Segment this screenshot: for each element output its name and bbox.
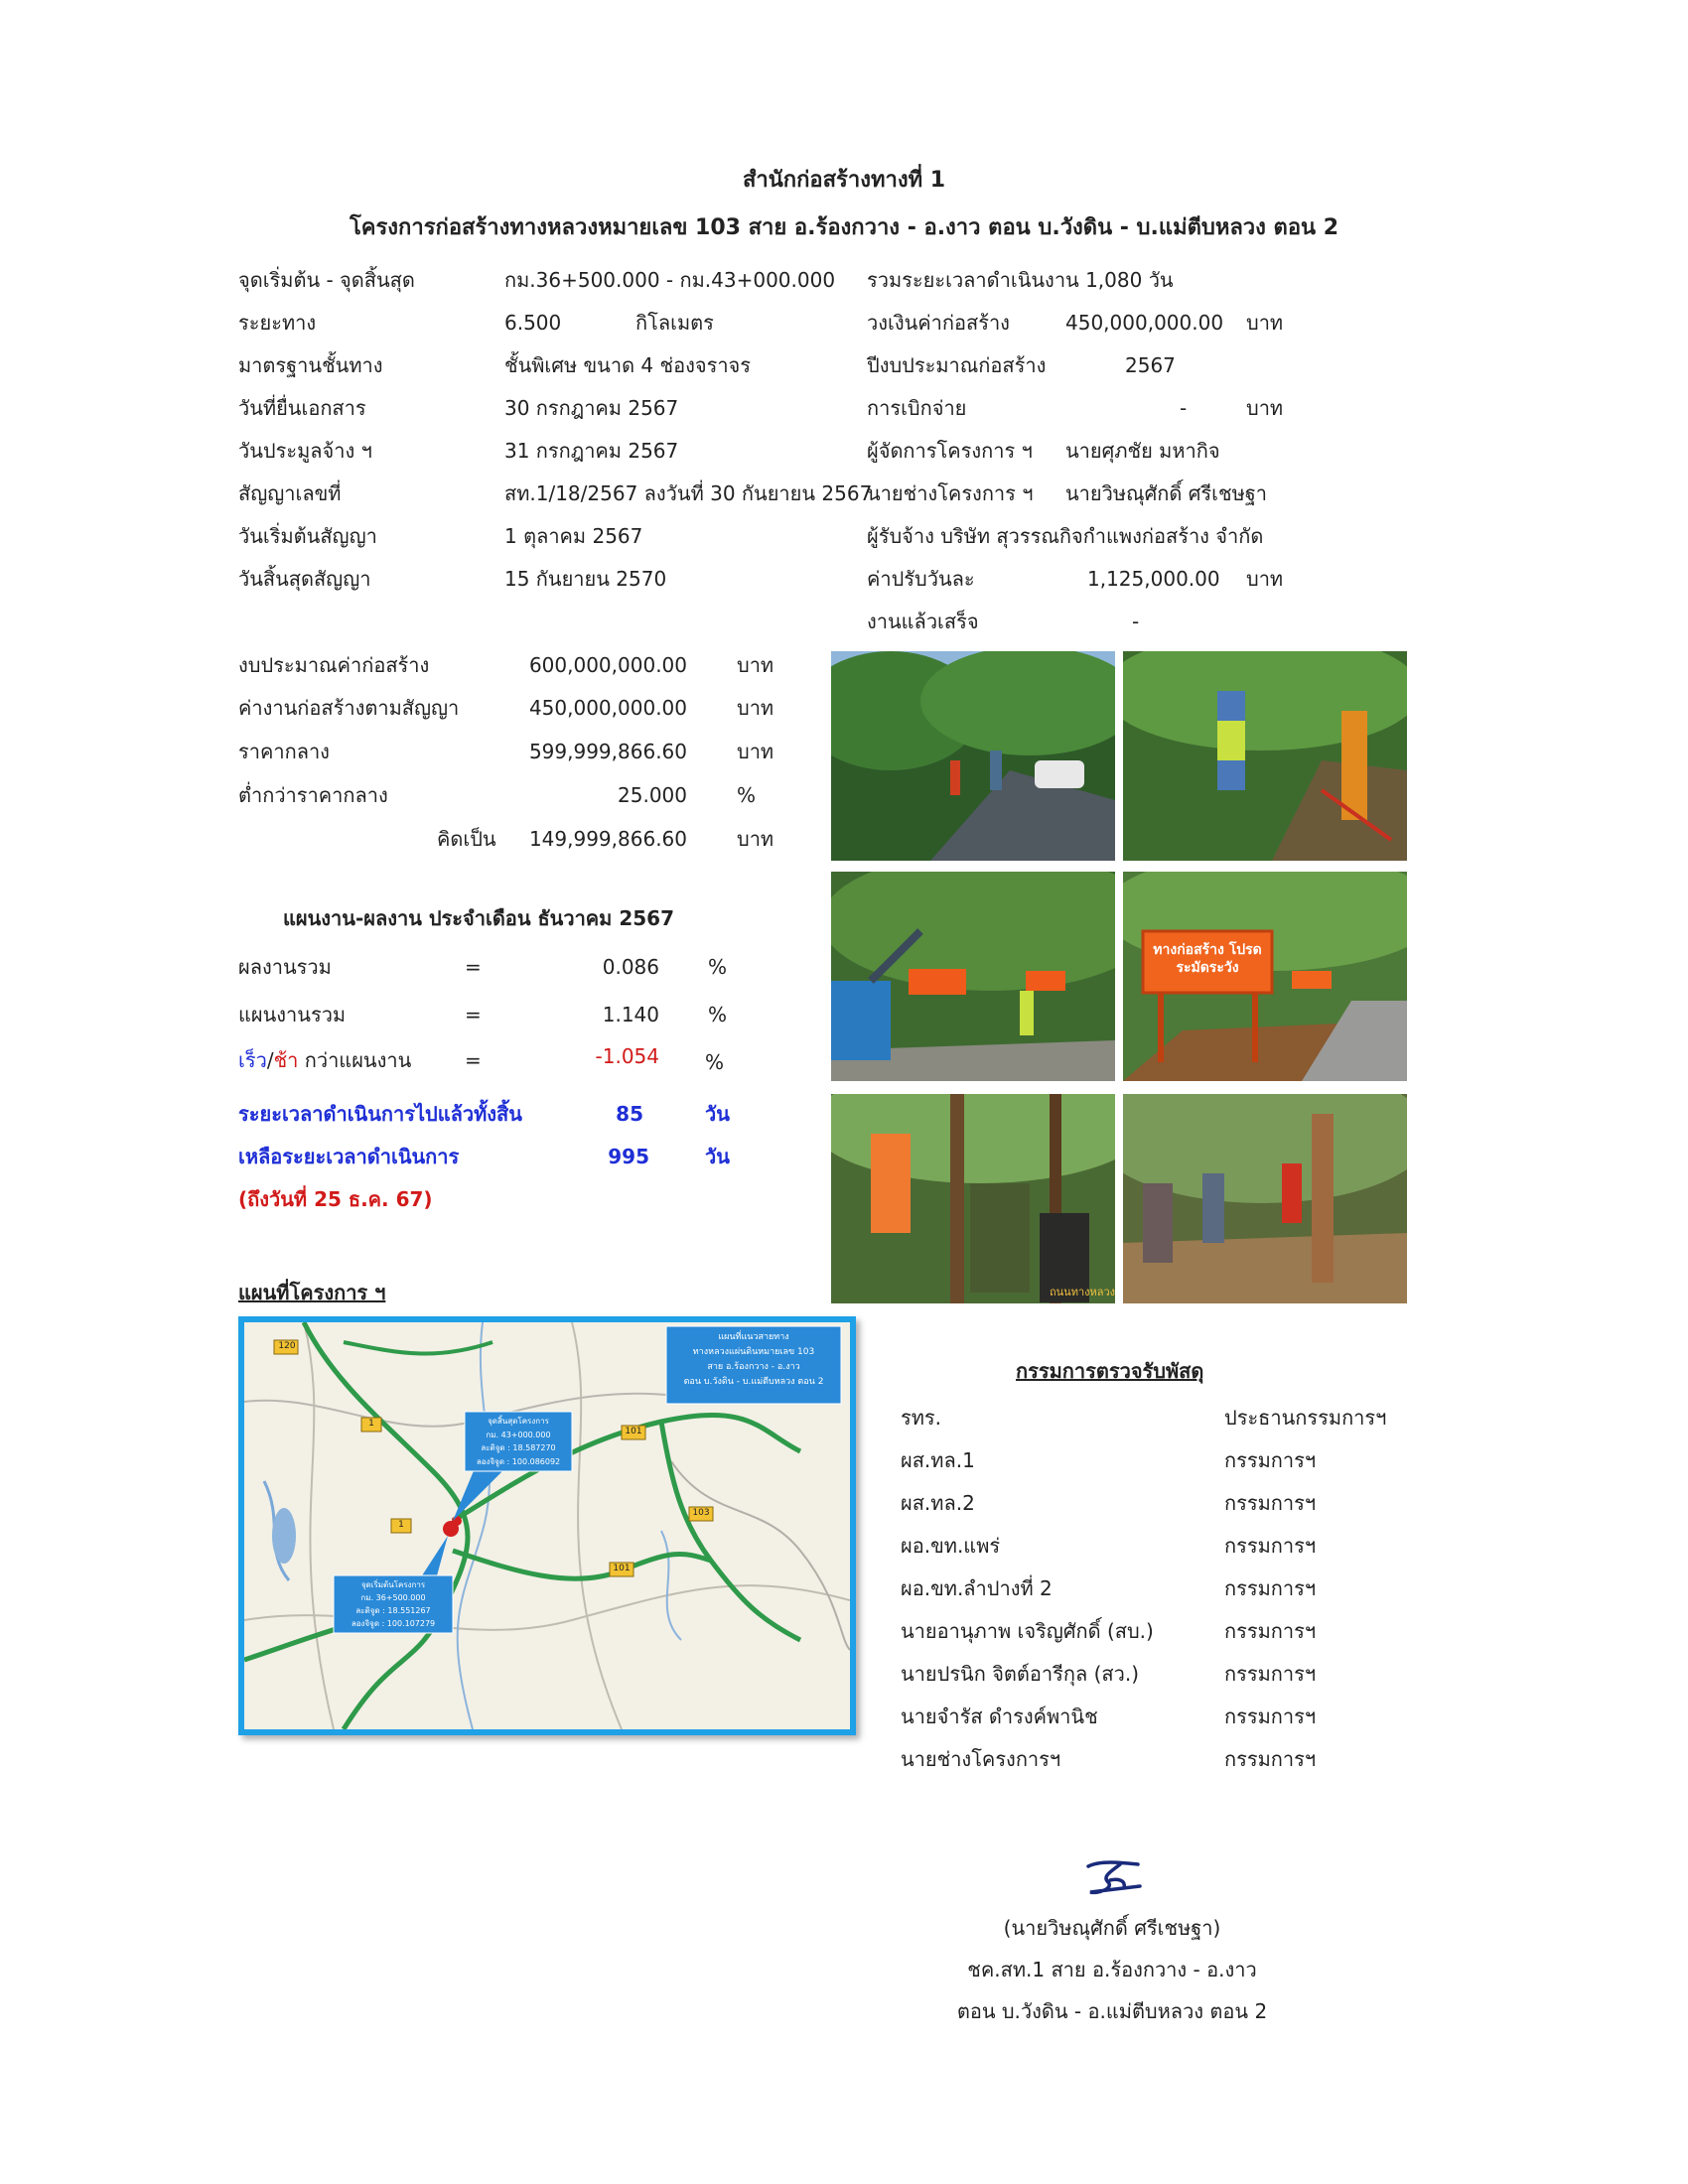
diff-slow: ช้า xyxy=(273,1048,299,1072)
info-value: 1,125,000.00 xyxy=(1087,567,1220,591)
end-point-line: ละติจูด : 18.587270 xyxy=(481,1443,556,1452)
budget-unit: บาท xyxy=(737,827,774,851)
progress-heading: แผนงาน-ผลงาน ประจำเดือน ธันวาคม 2567 xyxy=(283,906,674,930)
info-label: รวมระยะเวลาดำเนินงาน 1,080 วัน xyxy=(867,268,1174,292)
start-point-line: จุดเริ่มต้นโครงการ xyxy=(360,1580,426,1589)
committee-role: กรรมการฯ xyxy=(1224,1576,1317,1600)
info-value: 15 กันยายน 2570 xyxy=(504,567,667,591)
committee-name: ผส.ทล.1 xyxy=(901,1448,975,1472)
info-unit: บาท xyxy=(1246,396,1284,420)
end-point-line: จุดสิ้นสุดโครงการ xyxy=(488,1417,549,1426)
progress-eq: = xyxy=(465,955,482,979)
route-number: 101 xyxy=(625,1427,642,1436)
legend-line: แผนที่แนวสายทาง xyxy=(718,1332,789,1342)
elapsed-label: ระยะเวลาดำเนินการไปแล้วทั้งสิ้น xyxy=(238,1102,522,1126)
budget-unit: บาท xyxy=(737,653,774,677)
committee-name: นายปรนิก จิตต์อารีกุล (สว.) xyxy=(901,1662,1139,1686)
info-label: จุดเริ่มต้น - จุดสิ้นสุด xyxy=(238,268,415,292)
budget-label: ต่ำกว่าราคากลาง xyxy=(238,783,388,807)
diff-fast: เร็ว xyxy=(238,1048,267,1072)
committee-role: กรรมการฯ xyxy=(1224,1619,1317,1643)
signature-name: (นายวิษณุศักดิ์ ศรีเชษฐา) xyxy=(1003,1916,1221,1940)
committee-role: ประธานกรรมการฯ xyxy=(1224,1406,1387,1430)
progress-value: 1.140 xyxy=(602,1003,659,1026)
info-label: ปีงบประมาณก่อสร้าง xyxy=(867,353,1047,377)
budget-label: ราคากลาง xyxy=(238,740,330,763)
diff-slash: / xyxy=(266,1048,274,1072)
committee-name: นายอานุภาพ เจริญศักดิ์ (สบ.) xyxy=(901,1619,1154,1643)
info-value: นายศุภชัย มหากิจ xyxy=(1065,439,1220,463)
end-point-line: กม. 43+000.000 xyxy=(486,1430,551,1439)
committee-name: นายช่างโครงการฯ xyxy=(901,1747,1061,1771)
remaining-label: เหลือระยะเวลาดำเนินการ xyxy=(238,1145,460,1168)
info-label: ผู้รับจ้าง บริษัท สุวรรณกิจกำแพงก่อสร้าง จำกัด xyxy=(867,524,1264,548)
route-number: 120 xyxy=(278,1341,296,1351)
info-label: วันเริ่มต้นสัญญา xyxy=(238,524,377,548)
info-unit: บาท xyxy=(1246,567,1284,591)
committee-role: กรรมการฯ xyxy=(1224,1747,1317,1771)
budget-unit: บาท xyxy=(737,696,774,720)
budget-value: 149,999,866.60 xyxy=(528,827,687,851)
info-value: - xyxy=(1132,610,1140,633)
end-point-line: ลองจิจูด : 100.086092 xyxy=(476,1456,561,1466)
committee-role: กรรมการฯ xyxy=(1224,1705,1317,1728)
progress-unit: % xyxy=(708,955,728,979)
info-label: วันสิ้นสุดสัญญา xyxy=(238,567,371,591)
info-label: นายช่างโครงการ ฯ xyxy=(867,481,1034,505)
info-label: ระยะทาง xyxy=(238,311,317,335)
committee-name: ผอ.ขท.ลำปางที่ 2 xyxy=(901,1576,1053,1600)
route-number: 1 xyxy=(398,1520,404,1530)
photo-watermark: ถนนทางหลวง xyxy=(1050,1286,1115,1298)
info-value: กม.36+500.000 - กม.43+000.000 xyxy=(504,268,836,292)
photo-road-survey xyxy=(831,651,1115,861)
start-point-line: ลองจิจูด : 100.107279 xyxy=(351,1619,436,1628)
photo-forest-survey xyxy=(1123,651,1407,861)
info-label: การเบิกจ่าย xyxy=(867,396,967,420)
budget-value: 450,000,000.00 xyxy=(528,696,687,720)
info-label: วงเงินค่าก่อสร้าง xyxy=(867,311,1010,335)
photo-forest-team xyxy=(1123,1094,1407,1303)
signature-section: ตอน บ.วังดิน - อ.แม่ตีบหลวง ตอน 2 xyxy=(956,1999,1268,2023)
committee-role: กรรมการฯ xyxy=(1224,1448,1317,1472)
diff-eq: = xyxy=(465,1048,482,1072)
info-label: สัญญาเลขที่ xyxy=(238,481,342,505)
committee-role: กรรมการฯ xyxy=(1224,1491,1317,1515)
budget-value: 599,999,866.60 xyxy=(528,740,687,763)
info-label: ค่าปรับวันละ xyxy=(867,567,975,591)
start-point-line: กม. 36+500.000 xyxy=(360,1593,426,1602)
progress-label: ผลงานรวม xyxy=(238,955,332,979)
photo-excavator-signs xyxy=(831,872,1115,1081)
elapsed-value: 85 xyxy=(616,1102,643,1126)
budget-unit: บาท xyxy=(737,740,774,763)
info-value: 6.500 xyxy=(504,311,562,335)
route-number: 1 xyxy=(368,1419,374,1429)
legend-line: สาย อ.ร้องกวาง - อ.งาว xyxy=(707,1362,800,1372)
progress-label: แผนงานรวม xyxy=(238,1003,347,1026)
committee-role: กรรมการฯ xyxy=(1224,1662,1317,1686)
progress-value: 0.086 xyxy=(602,955,659,979)
committee-role: กรรมการฯ xyxy=(1224,1534,1317,1558)
budget-value: 25.000 xyxy=(618,783,687,807)
legend-line: ตอน บ.วังดิน - บ.แม่ตีบหลวง ตอน 2 xyxy=(683,1377,824,1387)
budget-label: ค่างานก่อสร้างตามสัญญา xyxy=(238,696,460,720)
signature-mark xyxy=(1080,1858,1150,1900)
elapsed-unit: วัน xyxy=(705,1102,730,1126)
map-legend xyxy=(669,1330,838,1390)
photo-forest-inspection xyxy=(831,1094,1115,1303)
route-number: 103 xyxy=(692,1508,710,1518)
budget-label: งบประมาณค่าก่อสร้าง xyxy=(238,653,430,677)
info-unit: กิโลเมตร xyxy=(635,311,714,335)
map-heading: แผนที่โครงการ ฯ xyxy=(238,1281,386,1304)
committee-heading: กรรมการตรวจรับพัสดุ xyxy=(1016,1359,1204,1383)
budget-unit: % xyxy=(737,783,757,807)
info-value: 2567 xyxy=(1125,353,1176,377)
signature-position: ชค.สท.1 สาย อ.ร้องกวาง - อ.งาว xyxy=(967,1958,1257,1981)
sign-text: ทางก่อสร้าง โปรดระมัดระวัง xyxy=(1153,942,1262,976)
info-unit: บาท xyxy=(1246,311,1284,335)
progress-eq: = xyxy=(465,1003,482,1026)
info-value: 30 กรกฎาคม 2567 xyxy=(504,396,679,420)
diff-label xyxy=(238,1048,411,1072)
route-number: 101 xyxy=(613,1564,631,1573)
info-value: นายวิษณุศักดิ์ ศรีเชษฐา xyxy=(1065,481,1268,505)
diff-unit: % xyxy=(705,1050,725,1074)
info-label: วันประมูลจ้าง ฯ xyxy=(238,439,372,463)
info-value: 1 ตุลาคม 2567 xyxy=(504,524,643,548)
remaining-unit: วัน xyxy=(705,1145,730,1168)
budget-value: 600,000,000.00 xyxy=(528,653,687,677)
photo-construction-sign xyxy=(1123,872,1407,1081)
committee-name: นายจำรัส ดำรงค์พานิช xyxy=(901,1705,1098,1728)
info-value: 31 กรกฎาคม 2567 xyxy=(504,439,679,463)
end-point-box xyxy=(468,1415,569,1468)
budget-label: คิดเป็น xyxy=(437,827,496,851)
start-point-box xyxy=(337,1578,450,1630)
remaining-value: 995 xyxy=(608,1145,649,1168)
committee-name: ผส.ทล.2 xyxy=(901,1491,975,1515)
diff-rest: กว่าแผนงาน xyxy=(298,1048,412,1072)
info-label: วันที่ยื่นเอกสาร xyxy=(238,396,366,420)
progress-unit: % xyxy=(708,1003,728,1026)
committee-name: รทร. xyxy=(901,1406,942,1430)
info-value: - xyxy=(1180,396,1188,420)
info-value: สท.1/18/2567 ลงวันที่ 30 กันยายน 2567 xyxy=(504,481,873,505)
as-of-date: (ถึงวันที่ 25 ธ.ค. 67) xyxy=(238,1187,433,1211)
project-map xyxy=(238,1316,856,1735)
diff-value: -1.054 xyxy=(595,1044,659,1068)
info-label: ผู้จัดการโครงการ ฯ xyxy=(867,439,1033,463)
info-value: ชั้นพิเศษ ขนาด 4 ช่องจราจร xyxy=(504,353,752,377)
project-title: โครงการก่อสร้างทางหลวงหมายเลข 103 สาย อ.ร้องกวาง - อ.งาว ตอน บ.วังดิน - บ.แม่ตีบหลวง ตอน 2 xyxy=(349,215,1339,240)
info-value: 450,000,000.00 xyxy=(1065,311,1224,335)
info-label: งานแล้วเสร็จ xyxy=(867,610,979,633)
committee-name: ผอ.ขท.แพร่ xyxy=(901,1534,1001,1558)
start-point-line: ละติจูด : 18.551267 xyxy=(355,1606,431,1615)
legend-line: ทางหลวงแผ่นดินหมายเลข 103 xyxy=(692,1347,815,1357)
info-label: มาตรฐานชั้นทาง xyxy=(238,353,383,377)
org-title: สำนักก่อสร้างทางที่ 1 xyxy=(742,168,946,193)
